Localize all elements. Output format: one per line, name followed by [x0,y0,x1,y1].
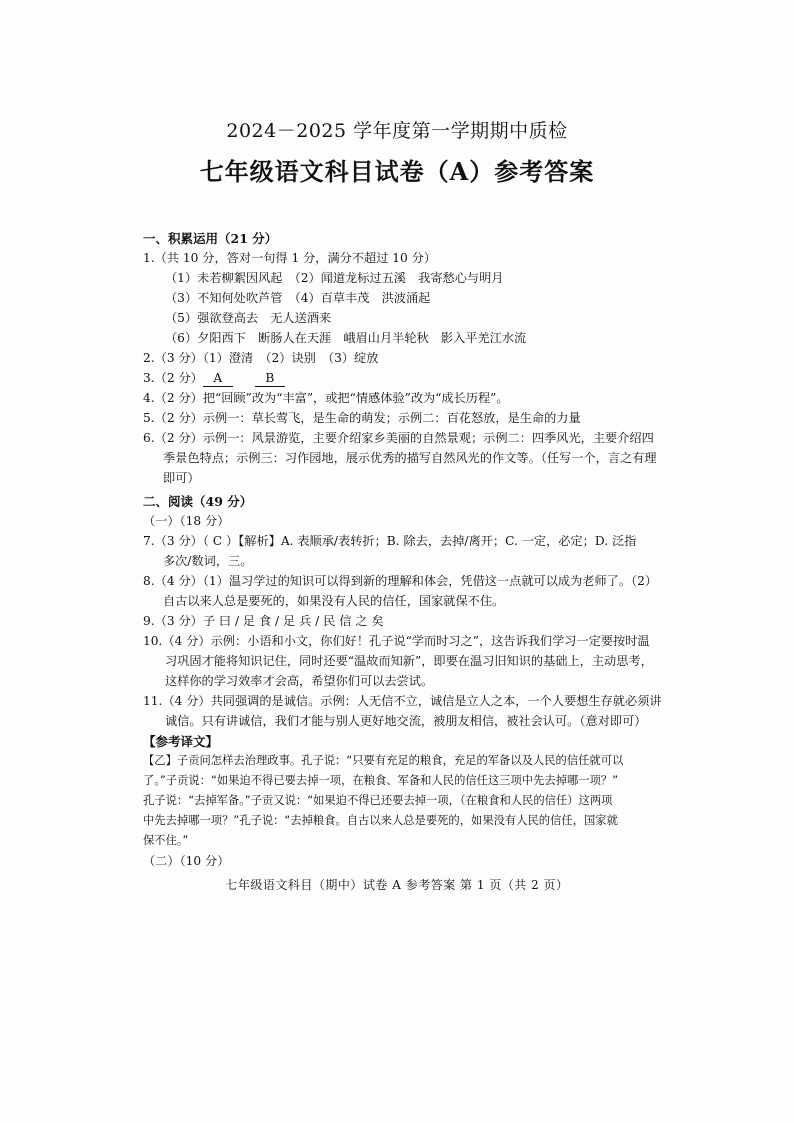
answer-key-title: 七年级语文科目试卷（A）参考答案 [199,157,595,186]
reference-translation-line-2: 了。”子贡说：“如果迫不得已要去掉一项，在粮食、军备和人民的信任这三项中先去掉哪一项？” [143,774,619,787]
question-3 [143,371,285,387]
reference-translation-line-1: 【乙】子贡问怎样去治理政事。孔子说：“只要有充足的粮食，充足的军备以及人民的信任就可以 [143,754,624,767]
question-7-line-2: 多次/数词，三。 [163,554,253,568]
section-heading-accumulation: 一、积累运用（21 分） [143,231,278,246]
question-10-line-3: 这样你的学习效率才会高，希望你们可以去尝试。 [165,674,434,688]
section-heading-reading: 二、阅读（49 分） [143,494,253,509]
question-1-answers-line-4: （6）夕阳西下 断肠人在天涯 峨眉山月半轮秋 影入平羌江水流 [165,331,527,345]
question-1: 1.（共 10 分，答对一句得 1 分，满分不超过 10 分） [143,251,437,265]
question-1-answers-line-3: （5）强欲登高去 无人送酒来 [165,311,332,325]
question-3-answer-b: B [255,371,285,387]
reference-translation-line-3: 孔子说：“去掉军备。”子贡又说：“如果迫不得已还要去掉一项，（在粮食和人民的信任）这两项 [143,794,613,807]
page-footer: 七年级语文科目（期中）试卷 A 参考答案 第 1 页（共 2 页） [225,878,569,892]
question-1-answers-line-1: （1）未若柳絮因风起 （2）闻道龙标过五溪 我寄愁心与明月 [165,271,504,285]
question-10-line-2: 习巩固才能将知识记住，同时还要“温故而知新”，即要在温习旧知识的基础上，主动思考， [165,654,653,668]
question-10-line-1: 10.（4 分）示例：小语和小文，你们好！孔子说“学而时习之”，这告诉我们学习一定要按时温 [143,634,650,648]
question-2: 2.（3 分）（1）澄清 （2）诀别 （3）绽放 [143,351,379,365]
question-1-answers-line-2: （3）不知何处吹芦管 （4）百草丰茂 洪波涌起 [165,291,431,305]
question-8-line-1: 8.（4 分）（1）温习学过的知识可以得到新的理解和体会，凭借这一点就可以成为老师了。（2） [143,574,658,588]
reference-translation-line-4: 中先去掉哪一项？”孔子说：“去掉粮食。自古以来人总是要死的，如果没有人民的信任，国家就 [143,814,618,827]
question-11-line-2: 诚信。只有讲诚信，我们才能与别人更好地交流，被朋友相信，被社会认可。（意对即可） [165,714,647,728]
question-6-line-3: 即可） [163,471,200,485]
question-9: 9.（3 分）子 曰 / 足 食 / 足 兵 / 民 信 之 矣 [143,614,384,628]
exam-title: 2024－2025 学年度第一学期期中质检 [226,120,568,142]
reference-translation-line-5: 保不住。” [143,834,189,847]
question-8-line-2: 自古以来人总是要死的，如果没有人民的信任，国家就保不住。 [163,594,505,608]
question-5: 5.（2 分）示例一：草长莺飞，是生命的萌发；示例二：百花怒放，是生命的力量 [143,411,581,425]
question-4: 4.（2 分）把“回顾”改为“丰富”，或把“情感体验”改为“成长历程”。 [143,391,509,405]
question-7-line-1: 7.（3 分）（ C ）【解析】A. 表顺承/表转折；B. 除去，去掉/离开；C. 一定，必定；D. 泛指 [143,534,637,548]
question-6-line-1: 6.（2 分）示例一：风景游览，主要介绍家乡美丽的自然景观；示例二：四季风光，主要介绍四 [143,431,654,445]
question-3-answer-a: A [203,371,233,387]
question-11-line-1: 11.（4 分）共同强调的是诚信。示例：人无信不立，诚信是立人之本，一个人要想生存就必须讲 [143,694,662,708]
question-6-line-2: 季景色特点；示例三：习作园地，展示优秀的描写自然风光的作文等。（任写一个，言之有理 [163,451,657,465]
reference-translation-heading: 【参考译文】 [143,734,219,749]
question-3-prefix: 3.（2 分） [143,371,203,385]
reading-part-1-heading: （一）（18 分） [143,514,230,528]
reading-part-2-heading: （二）（10 分） [143,854,230,868]
